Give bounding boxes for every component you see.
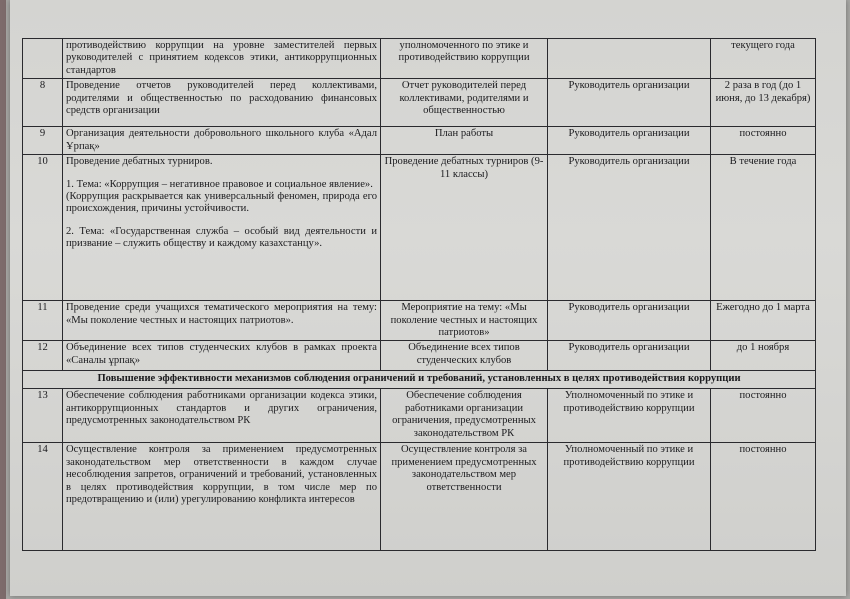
activity-heading: Проведение дебатных турниров. [66,156,213,168]
row-number: 10 [23,155,63,301]
table-row [23,341,816,371]
responsible-cell: Уполномоченный по этике и противодействию коррупции [548,389,711,443]
deadline-cell: постоянно [711,389,816,443]
form-cell: Осуществление контроля за применением предусмотренных законодательством мер ответственности [381,443,548,551]
form-cell: Проведение дебатных турниров (9-11 классы) [381,155,548,301]
responsible-cell: Руководитель организации [548,79,711,127]
form-cell: Отчет руководителей перед коллективами, родителями и общественностью [381,79,548,127]
activity-cell: противодействию коррупции на уровне заместителей первых руководителей с принятием кодексов этики, антикоррупционных стандартов [63,39,381,79]
section-row [23,371,816,389]
table-row [23,155,816,301]
table-row [23,127,816,155]
deadline-cell: текущего года [711,39,816,79]
row-number: 12 [23,341,63,371]
responsible-cell: Руководитель организации [548,127,711,155]
responsible-cell: Руководитель организации [548,301,711,341]
activity-cell: Объединение всех типов студенческих клубов в рамках проекта «Саналы ұрпақ» [63,341,381,371]
activity-cell: Обеспечение соблюдения работниками организации кодекса этики, антикоррупционных стандартов и других ограничения, предусмотренных законодательством РК [63,389,381,443]
deadline-cell: постоянно [711,443,816,551]
page-edge [0,0,6,599]
row-number: 13 [23,389,63,443]
row-number: 9 [23,127,63,155]
deadline-cell: В течение года [711,155,816,301]
anticorruption-plan-table [22,38,816,551]
table-row [23,389,816,443]
activity-cell: Организация деятельности добровольного школьного клуба «Адал Ұрпақ» [63,127,381,155]
debate-topic-2: 2. Тема: «Государственная служба – особый вид деятельности и призвание – служить обществу и каждому казахстанцу». [66,225,377,250]
form-cell: Объединение всех типов студенческих клубов [381,341,548,371]
row-number [23,39,63,79]
table-row [23,301,816,341]
activity-cell: Проведение среди учащихся тематического мероприятия на тему: «Мы поколение честных и настоящих патриотов». [63,301,381,341]
section-title: Повышение эффективности механизмов соблюдения ограничений и требований, установленных в целях противодействия коррупции [23,371,816,389]
responsible-cell [548,39,711,79]
activity-cell [63,155,381,301]
table-row [23,39,816,79]
activity-cell: Проведение отчетов руководителей перед коллективами, родителями и общественностью по расходованию финансовых средств организации [63,79,381,127]
responsible-cell: Уполномоченный по этике и противодействию коррупции [548,443,711,551]
deadline-cell: постоянно [711,127,816,155]
row-number: 14 [23,443,63,551]
table-row [23,79,816,127]
form-cell: Обеспечение соблюдения работниками организации ограничения, предусмотренных законодательством РК [381,389,548,443]
table-row [23,443,816,551]
deadline-cell: до 1 ноября [711,341,816,371]
activity-cell: Осуществление контроля за применением предусмотренных законодательством мер ответственности в каждом случае несоблюдения запретов, ограничений и требований, установленных в целях противодействия коррупции, в том числе мер по предотвращению и (или) урегулированию конфликта интересов [63,443,381,551]
responsible-cell: Руководитель организации [548,341,711,371]
deadline-cell: 2 раза в год (до 1 июня, до 13 декабря) [711,79,816,127]
debate-topic-1-note: (Коррупция раскрывается как универсальный феномен, природа его происхождения, причины устойчивости. [66,191,377,215]
form-cell: уполномоченного по этике и противодействию коррупции [381,39,548,79]
form-cell: План работы [381,127,548,155]
deadline-cell: Ежегодно до 1 марта [711,301,816,341]
row-number: 11 [23,301,63,341]
form-cell: Мероприятие на тему: «Мы поколение честных и настоящих патриотов» [381,301,548,341]
responsible-cell: Руководитель организации [548,155,711,301]
row-number: 8 [23,79,63,127]
debate-topic-1: 1. Тема: «Коррупция – негативное правовое и социальное явление». [66,178,373,190]
